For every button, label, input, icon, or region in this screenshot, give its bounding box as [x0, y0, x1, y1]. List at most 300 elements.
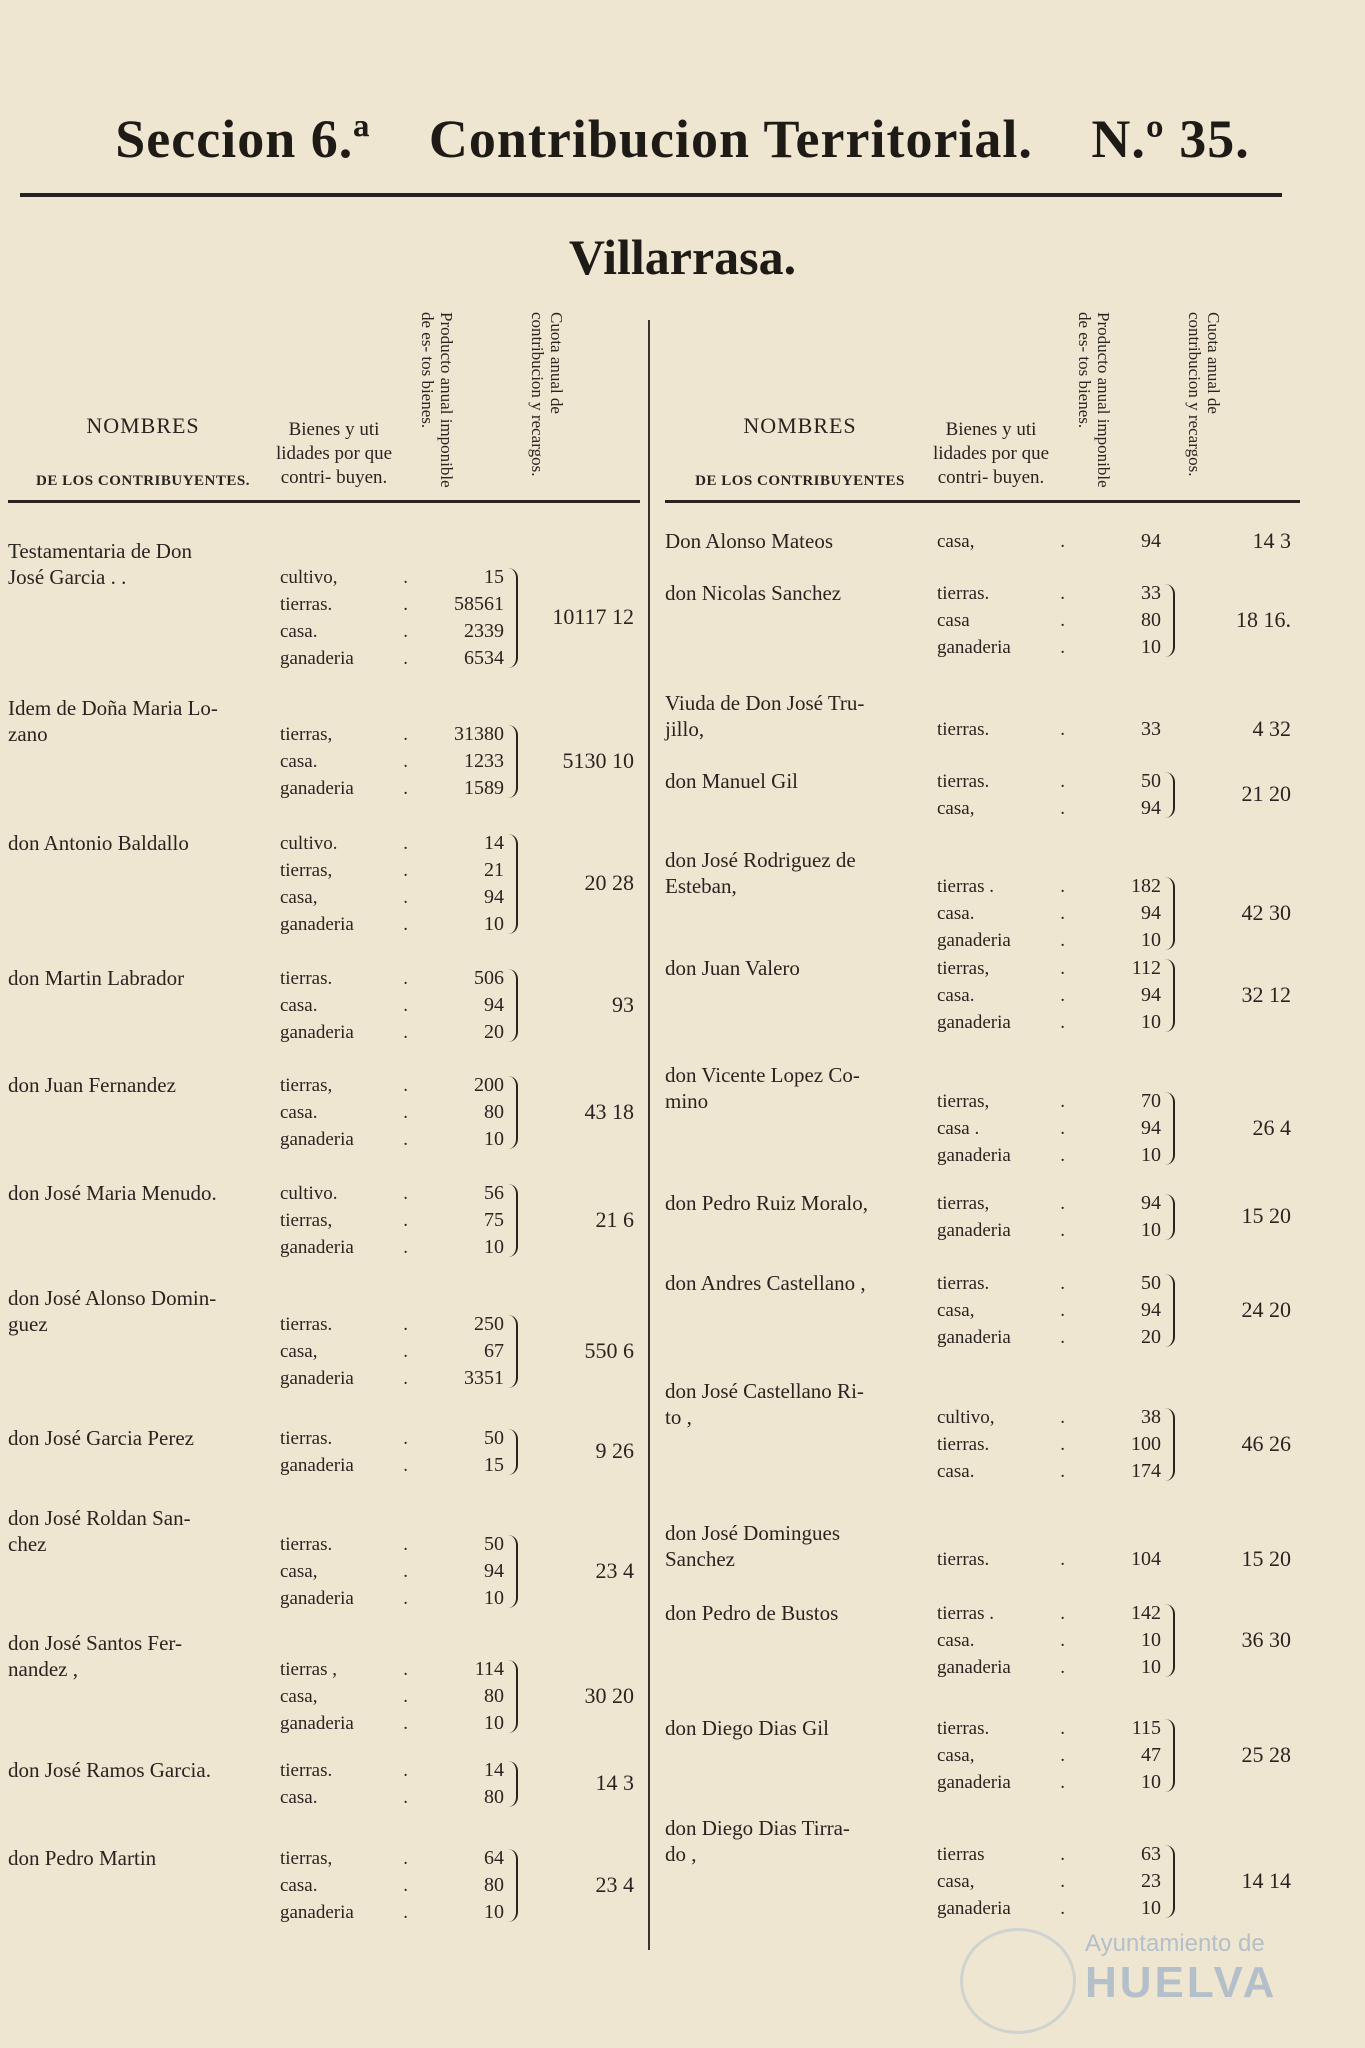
- asset-value: 182: [1131, 875, 1161, 897]
- asset-value: 10: [484, 913, 504, 935]
- asset-value: 80: [484, 1101, 504, 1123]
- bienes-header-right: Bienes y uti lidades por que contri- buyen.: [932, 419, 1050, 488]
- brace-mark: [1165, 1092, 1175, 1165]
- leader-dot: .: [1060, 1012, 1065, 1033]
- asset-label: ganaderia: [937, 1145, 1011, 1166]
- leader-dot: .: [1060, 985, 1065, 1006]
- asset-value: 10: [484, 1901, 504, 1923]
- asset-label: casa.: [937, 985, 975, 1006]
- asset-item: [280, 1784, 408, 1811]
- contributor-name: don Pedro de Bustos: [665, 1601, 839, 1625]
- asset-label: tierras,: [937, 1091, 990, 1112]
- asset-label: tierras.: [937, 771, 990, 792]
- leader-dot: .: [1060, 1718, 1065, 1739]
- left-column-header: [8, 300, 640, 503]
- value-list: [1057, 1270, 1161, 1351]
- asset-value: 174: [1131, 1460, 1161, 1482]
- asset-value: 14: [484, 1759, 504, 1781]
- cuota-value: 42 30: [1241, 899, 1291, 925]
- contributor-name: don Andres Castellano ,: [665, 1271, 866, 1295]
- asset-label: ganaderia: [937, 930, 1011, 951]
- leader-dot: .: [1060, 1193, 1065, 1214]
- asset-label: ganaderia: [937, 1327, 1011, 1348]
- asset-value: 1233: [464, 750, 504, 772]
- asset-list: [280, 1072, 408, 1153]
- asset-value: 23: [1141, 1870, 1161, 1892]
- asset-value: 94: [1141, 530, 1161, 552]
- asset-value: 20: [484, 1021, 504, 1043]
- asset-value: 10: [1141, 1771, 1161, 1793]
- leader-dot: .: [1060, 1844, 1065, 1865]
- right-column-header: [665, 300, 1300, 503]
- producto-header-right: Producto anual imponible de es- tos bienes.: [1075, 312, 1113, 488]
- right-column: [665, 300, 1300, 1919]
- asset-item: [280, 1683, 408, 1710]
- archive-seal-icon: [960, 1928, 1076, 2034]
- contributor-name: don Pedro Martin: [8, 1846, 157, 1870]
- brace-mark: [508, 1535, 518, 1608]
- bienes-header: Bienes y uti lidades por que contri- buyen.: [275, 419, 393, 488]
- asset-label: casa.: [280, 621, 318, 642]
- asset-label: tierras.: [937, 1718, 990, 1739]
- leader-dot: .: [403, 1129, 408, 1150]
- asset-label: tierras .: [937, 1603, 994, 1624]
- asset-value: 15: [484, 1454, 504, 1476]
- leader-dot: .: [403, 1787, 408, 1808]
- cuota-header: Cuota anual de contribucion y recargos.: [528, 312, 566, 477]
- asset-item: [937, 768, 1065, 795]
- asset-value: 200: [474, 1074, 504, 1096]
- leader-dot: .: [1060, 1898, 1065, 1919]
- asset-list: [280, 965, 408, 1046]
- asset-item: [280, 1872, 408, 1899]
- cuota-value: 93: [612, 991, 634, 1017]
- asset-item: [937, 607, 1065, 634]
- cuota-value: 15 20: [1241, 1203, 1291, 1228]
- asset-label: tierras,: [280, 724, 333, 745]
- leader-dot: .: [1060, 1091, 1065, 1112]
- names-header: [8, 413, 278, 490]
- asset-value: 80: [484, 1786, 504, 1808]
- cuota-value: 20 28: [584, 870, 634, 895]
- leader-dot: .: [1060, 1300, 1065, 1321]
- value-list: [400, 1656, 504, 1737]
- asset-label: tierras.: [937, 1549, 990, 1570]
- asset-item: [280, 1899, 408, 1926]
- asset-value: 21: [484, 859, 504, 881]
- cuota-value: 43 18: [584, 1098, 634, 1124]
- brace-mark: [1165, 1274, 1175, 1347]
- brace-mark: [508, 834, 518, 934]
- names-title: NOMBRES: [86, 413, 200, 438]
- asset-item: [280, 1452, 408, 1479]
- leader-dot: .: [403, 914, 408, 935]
- leader-dot: .: [403, 1848, 408, 1869]
- leader-dot: .: [1060, 1407, 1065, 1428]
- asset-label: ganaderia: [280, 1588, 354, 1609]
- leader-dot: .: [403, 1713, 408, 1734]
- leader-dot: .: [1060, 1327, 1065, 1348]
- asset-value: 33: [1141, 582, 1161, 604]
- asset-label: casa.: [280, 751, 318, 772]
- asset-value: 3351: [464, 1367, 504, 1389]
- asset-list: [280, 1845, 408, 1926]
- brace-mark: [508, 1429, 518, 1475]
- asset-item: [937, 1115, 1065, 1142]
- asset-value: 94: [1141, 902, 1161, 924]
- contributor-name: don José Ramos Garcia.: [8, 1758, 211, 1782]
- header-number: N.º 35.: [1091, 109, 1250, 169]
- contributor-name: don Antonio Baldallo: [8, 831, 189, 855]
- contributor-name: don Nicolas Sanchez: [665, 581, 842, 605]
- asset-value: 56: [484, 1182, 504, 1204]
- brace-mark: [508, 1184, 518, 1257]
- asset-value: 50: [1141, 770, 1161, 792]
- value-list: [1057, 528, 1161, 555]
- asset-item: [937, 1217, 1065, 1244]
- cuota-value: 10117 12: [552, 604, 634, 629]
- asset-value: 114: [474, 1658, 504, 1680]
- leader-dot: .: [1060, 1118, 1065, 1139]
- leader-dot: .: [403, 1588, 408, 1609]
- leader-dot: .: [1060, 1657, 1065, 1678]
- asset-item: [280, 1710, 408, 1737]
- asset-label: casa.: [280, 1102, 318, 1123]
- asset-label: casa,: [280, 887, 318, 908]
- leader-dot: .: [403, 1075, 408, 1096]
- leader-dot: .: [403, 724, 408, 745]
- value-list: [400, 1180, 504, 1261]
- asset-label: casa,: [280, 1341, 318, 1362]
- brace-mark: [508, 1660, 518, 1733]
- value-list: [400, 1072, 504, 1153]
- value-list: [1057, 1600, 1161, 1681]
- brace-mark: [508, 1315, 518, 1388]
- leader-dot: .: [403, 567, 408, 588]
- leader-dot: .: [403, 1022, 408, 1043]
- contributor-name: don Manuel Gil: [665, 769, 798, 793]
- asset-label: ganaderia: [937, 1220, 1011, 1241]
- asset-value: 94: [484, 886, 504, 908]
- asset-item: [280, 645, 408, 672]
- contributor-name: don José Alonso Domin- guez: [8, 1286, 217, 1336]
- asset-item: [280, 1656, 408, 1683]
- asset-item: [280, 1126, 408, 1153]
- leader-dot: .: [403, 1659, 408, 1680]
- asset-value: 10: [1141, 1011, 1161, 1033]
- asset-value: 142: [1131, 1602, 1161, 1624]
- brace-mark: [1165, 1604, 1175, 1677]
- asset-value: 10: [484, 1128, 504, 1150]
- asset-value: 6534: [464, 647, 504, 669]
- asset-item: [937, 1868, 1065, 1895]
- asset-list: [937, 1190, 1065, 1244]
- asset-list: [937, 716, 1065, 743]
- cuota-value: 36 30: [1241, 1626, 1291, 1652]
- asset-label: cultivo,: [937, 1407, 995, 1428]
- leader-dot: .: [403, 1102, 408, 1123]
- cuota-value: 30 20: [584, 1682, 634, 1708]
- asset-list: [280, 830, 408, 938]
- asset-value: 94: [1141, 1299, 1161, 1321]
- asset-item: [280, 1757, 408, 1784]
- contributor-name: don José Maria Menudo.: [8, 1181, 217, 1205]
- cuota-value: 18 16.: [1236, 606, 1291, 632]
- asset-item: [937, 1600, 1065, 1627]
- asset-value: 80: [484, 1685, 504, 1707]
- asset-item: [937, 1190, 1065, 1217]
- asset-list: [280, 564, 408, 672]
- contributor-name: don Martin Labrador: [8, 966, 185, 990]
- value-list: [1057, 955, 1161, 1036]
- leader-dot: .: [403, 621, 408, 642]
- asset-label: casa,: [280, 1686, 318, 1707]
- leader-dot: .: [1060, 583, 1065, 604]
- asset-item: [937, 1742, 1065, 1769]
- names-subtitle-right: DE LOS CONTRIBUYENTES: [695, 473, 905, 489]
- asset-label: tierras,: [937, 1193, 990, 1214]
- asset-list: [280, 1531, 408, 1612]
- contributor-name: don Vicente Lopez Co- mino: [665, 1063, 860, 1113]
- asset-item: [937, 634, 1065, 661]
- leader-dot: .: [1060, 771, 1065, 792]
- value-list: [400, 721, 504, 802]
- contributor-name: don José Roldan San- chez: [8, 1506, 191, 1556]
- cuota-value: 14 3: [1252, 527, 1291, 553]
- asset-item: [280, 1180, 408, 1207]
- asset-value: 10: [1141, 1144, 1161, 1166]
- cuota-value: 4 32: [1252, 715, 1291, 741]
- asset-value: 14: [484, 832, 504, 854]
- asset-label: tierras .: [937, 876, 994, 897]
- asset-item: [937, 1431, 1065, 1458]
- asset-label: casa.: [937, 903, 975, 924]
- asset-label: ganaderia: [280, 1237, 354, 1258]
- brace-mark: [1165, 959, 1175, 1032]
- asset-value: 10: [1141, 636, 1161, 658]
- brace-mark: [1165, 1194, 1175, 1240]
- contributor-name: don Diego Dias Gil: [665, 1716, 829, 1740]
- leader-dot: .: [1060, 531, 1065, 552]
- asset-label: ganaderia: [280, 648, 354, 669]
- asset-value: 31380: [454, 723, 504, 745]
- asset-item: [937, 1404, 1065, 1431]
- asset-value: 10: [484, 1587, 504, 1609]
- contributor-name: don Pedro Ruiz Moralo,: [665, 1191, 868, 1215]
- leader-dot: .: [403, 1760, 408, 1781]
- asset-value: 47: [1141, 1744, 1161, 1766]
- contributor-name: Testamentaria de Don José Garcia . .: [8, 539, 192, 589]
- asset-item: [280, 564, 408, 591]
- leader-dot: .: [403, 1314, 408, 1335]
- asset-label: casa .: [937, 1118, 980, 1139]
- brace-mark: [508, 1761, 518, 1807]
- value-list: [1057, 1088, 1161, 1169]
- asset-value: 50: [1141, 1272, 1161, 1294]
- asset-label: ganaderia: [280, 778, 354, 799]
- leader-dot: .: [1060, 1630, 1065, 1651]
- value-list: [400, 965, 504, 1046]
- asset-item: [280, 1338, 408, 1365]
- brace-mark: [1165, 1845, 1175, 1918]
- asset-item: [937, 1841, 1065, 1868]
- asset-label: cultivo.: [280, 833, 338, 854]
- asset-item: [280, 857, 408, 884]
- asset-list: [937, 1600, 1065, 1681]
- asset-value: 94: [1141, 984, 1161, 1006]
- asset-label: casa,: [280, 1561, 318, 1582]
- asset-item: [937, 1142, 1065, 1169]
- asset-item: [280, 992, 408, 1019]
- value-list: [1057, 716, 1161, 743]
- asset-item: [280, 830, 408, 857]
- value-list: [1057, 1404, 1161, 1485]
- asset-value: 10: [1141, 1629, 1161, 1651]
- cuota-value: 24 20: [1241, 1296, 1291, 1322]
- value-list: [1057, 768, 1161, 822]
- leader-dot: .: [1060, 930, 1065, 951]
- cuota-header-right: Cuota anual de contribucion y recargos.: [1185, 312, 1223, 477]
- contributor-name: don José Santos Fer- nandez ,: [8, 1631, 182, 1681]
- leader-dot: .: [1060, 958, 1065, 979]
- asset-label: tierras.: [937, 1273, 990, 1294]
- asset-value: 94: [1141, 1117, 1161, 1139]
- asset-item: [937, 873, 1065, 900]
- asset-value: 112: [1131, 957, 1161, 979]
- value-list: [400, 1757, 504, 1811]
- asset-label: tierras,: [280, 860, 333, 881]
- contributor-name: don José Rodriguez de Esteban,: [665, 848, 856, 898]
- leader-dot: .: [403, 1210, 408, 1231]
- asset-label: tierras.: [280, 968, 333, 989]
- asset-value: 64: [484, 1847, 504, 1869]
- asset-list: [280, 721, 408, 802]
- asset-value: 100: [1131, 1433, 1161, 1455]
- value-list: [400, 830, 504, 938]
- asset-value: 75: [484, 1209, 504, 1231]
- asset-label: casa.: [280, 995, 318, 1016]
- town-title: Villarrasa.: [568, 229, 797, 285]
- leader-dot: .: [403, 1183, 408, 1204]
- leader-dot: .: [1060, 610, 1065, 631]
- asset-label: casa.: [280, 1875, 318, 1896]
- value-list: [400, 1845, 504, 1926]
- asset-item: [280, 1425, 408, 1452]
- asset-item: [937, 1654, 1065, 1681]
- asset-item: [937, 1546, 1065, 1573]
- asset-label: ganaderia: [280, 914, 354, 935]
- column-divider: [648, 320, 650, 1950]
- asset-item: [280, 1845, 408, 1872]
- asset-label: ganaderia: [280, 1713, 354, 1734]
- asset-item: [937, 1324, 1065, 1351]
- asset-item: [280, 965, 408, 992]
- asset-value: 506: [474, 967, 504, 989]
- asset-value: 10: [1141, 1897, 1161, 1919]
- names-title-right: NOMBRES: [743, 413, 857, 438]
- brace-mark: [1165, 1408, 1175, 1481]
- asset-value: 33: [1141, 718, 1161, 740]
- leader-dot: .: [1060, 719, 1065, 740]
- contributor-name: don Juan Fernandez: [8, 1073, 176, 1097]
- asset-value: 94: [484, 1560, 504, 1582]
- watermark-line1: Ayuntamiento de: [1085, 1930, 1265, 1957]
- asset-label: casa,: [937, 798, 975, 819]
- cuota-value: 5130 10: [562, 747, 634, 773]
- asset-item: [937, 795, 1065, 822]
- asset-label: ganaderia: [937, 1772, 1011, 1793]
- value-list: [1057, 1715, 1161, 1796]
- asset-label: ganaderia: [280, 1129, 354, 1150]
- cuota-value: 21 6: [595, 1206, 634, 1232]
- asset-value: 38: [1141, 1406, 1161, 1428]
- asset-list: [280, 1757, 408, 1811]
- leader-dot: .: [1060, 1772, 1065, 1793]
- leader-dot: .: [403, 1686, 408, 1707]
- leader-dot: .: [403, 1902, 408, 1923]
- leader-dot: .: [403, 887, 408, 908]
- value-list: [400, 1311, 504, 1392]
- asset-item: [280, 1207, 408, 1234]
- leader-dot: .: [403, 968, 408, 989]
- page-header: [0, 108, 1365, 170]
- cuota-value: 25 28: [1241, 1741, 1291, 1767]
- asset-list: [937, 873, 1065, 954]
- archive-watermark: [1085, 1930, 1277, 2008]
- cuota-value: 46 26: [1241, 1430, 1291, 1456]
- asset-item: [280, 1072, 408, 1099]
- contributor-name: don Juan Valero: [665, 956, 800, 980]
- asset-value: 50: [484, 1427, 504, 1449]
- asset-label: tierras.: [280, 1428, 333, 1449]
- asset-item: [280, 1099, 408, 1126]
- asset-value: 70: [1141, 1090, 1161, 1112]
- leader-dot: .: [1060, 1603, 1065, 1624]
- asset-item: [280, 775, 408, 802]
- leader-dot: .: [403, 594, 408, 615]
- asset-item: [937, 900, 1065, 927]
- asset-label: casa.: [280, 1787, 318, 1808]
- asset-value: 1589: [464, 777, 504, 799]
- leader-dot: .: [1060, 1461, 1065, 1482]
- cuota-value: 550 6: [584, 1337, 634, 1363]
- leader-dot: .: [1060, 1549, 1065, 1570]
- value-list: [1057, 1190, 1161, 1244]
- asset-item: [280, 748, 408, 775]
- asset-list: [280, 1311, 408, 1392]
- asset-label: tierras,: [280, 1075, 333, 1096]
- asset-label: casa,: [937, 1745, 975, 1766]
- asset-label: ganaderia: [280, 1455, 354, 1476]
- leader-dot: .: [403, 833, 408, 854]
- asset-value: 2339: [464, 620, 504, 642]
- leader-dot: .: [1060, 1871, 1065, 1892]
- brace-mark: [508, 1076, 518, 1149]
- asset-item: [937, 1458, 1065, 1485]
- asset-value: 10: [484, 1712, 504, 1734]
- cuota-value: 14 3: [595, 1770, 634, 1795]
- leader-dot: .: [1060, 903, 1065, 924]
- asset-label: casa,: [937, 531, 975, 552]
- asset-list: [280, 1425, 408, 1479]
- cuota-value: 23 4: [595, 1557, 634, 1583]
- left-column: [8, 300, 640, 1923]
- asset-item: [280, 618, 408, 645]
- asset-item: [937, 1627, 1065, 1654]
- asset-label: cultivo,: [280, 567, 338, 588]
- asset-value: 80: [484, 1874, 504, 1896]
- asset-item: [937, 716, 1065, 743]
